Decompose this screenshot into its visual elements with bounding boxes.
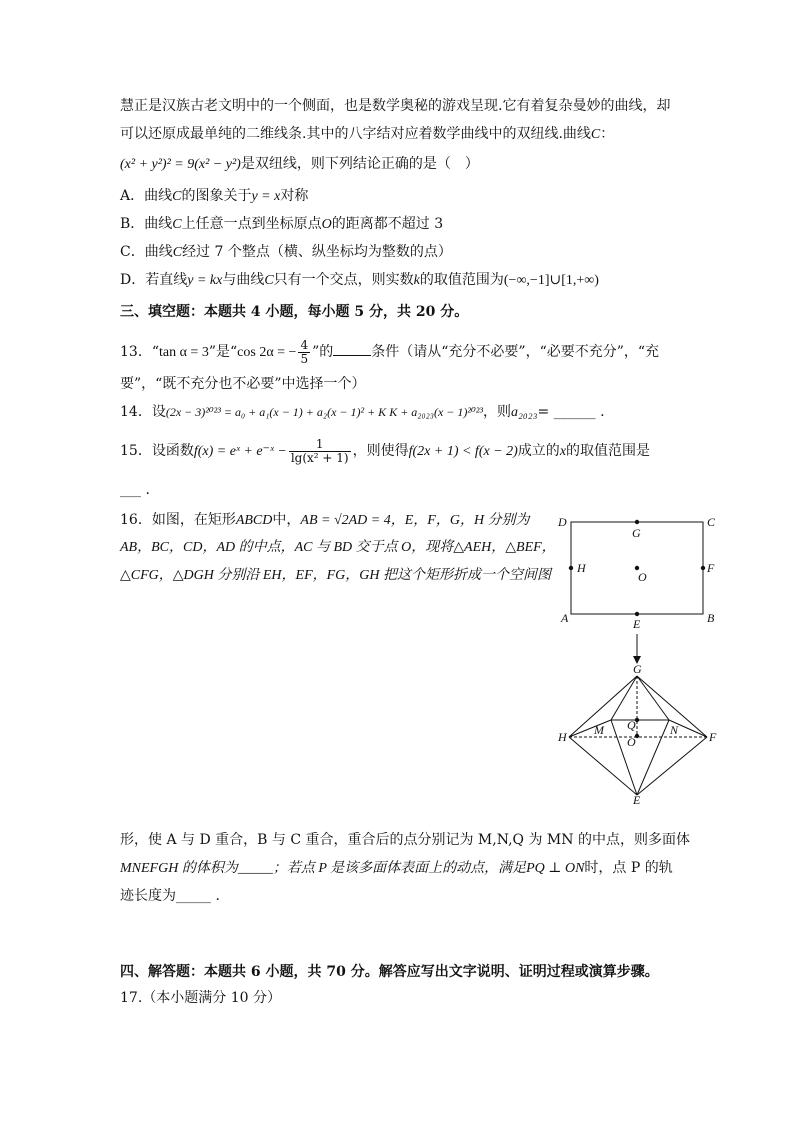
q16-line4: 形，使 A 与 D 重合，B 与 C 重合，重合后的点分别记为 M,N,Q 为 MN 的中点，则多面体 xyxy=(120,832,690,848)
q16-line2: AB，BC，CD，AD 的中点，AC 与 BD 交于点 O，现将△AEH，△BEF， xyxy=(120,540,556,555)
q12-line3: (x² + y²)² = 9(x² − y²)是双纽线，则下列结论正确的是（ ） xyxy=(120,156,479,172)
label-e: E xyxy=(633,617,641,631)
section3-heading: 三、填空题：本题共 4 小题，每小题 5 分，共 20 分。 xyxy=(120,304,469,320)
point-e xyxy=(635,612,639,616)
q13-line2: 要”，“既不充分也不必要”中选择一个） xyxy=(120,376,366,392)
q12-line2: 可以还原成最单纯的二维线条.其中的八字结对应着数学曲线中的双纽线.曲线C： xyxy=(120,126,615,142)
label-c: C xyxy=(707,515,716,529)
solid-label-h: H xyxy=(558,730,567,744)
q12-option-a: A．曲线C的图象关于y = x对称 xyxy=(120,188,309,204)
q13-blank xyxy=(333,341,371,356)
q16-line6: 迹长度为_____ . xyxy=(120,888,220,904)
q13-line1: 13．“tan α = 3”是“cos 2α = − $\frac{4}{5}$ ”的 条件（请从“充分不必要”，“必要不充分”，“充 xyxy=(120,337,660,366)
label-o: O xyxy=(638,570,647,584)
point-g xyxy=(635,520,639,524)
q12-option-c: C．曲线C经过 7 个整点（横、纵坐标均为整数的点） xyxy=(120,244,452,260)
point-f xyxy=(701,566,705,570)
solid-label-e: E xyxy=(633,793,641,805)
label-a: A xyxy=(561,611,569,625)
q15-fraction: $\frac{1}{\text{lg(x² + 1)}}$ xyxy=(290,436,349,465)
q16-line5: MNEFGH 的体积为_____；若点 P 是该多面体表面上的动点，满足PQ ⊥ ON时，点 P 的轨 xyxy=(120,860,673,876)
q17-heading: 17.（本小题满分 10 分） xyxy=(120,990,281,1006)
q12-line1: 慧正是汉族古老文明中的一个侧面，也是数学奥秘的游戏呈现.它有着复杂曼妙的曲线，却 xyxy=(120,98,671,114)
solid-label-o: O xyxy=(627,735,636,749)
point-h xyxy=(569,566,573,570)
label-d: D xyxy=(558,515,567,529)
solid-label-g: G xyxy=(633,662,642,676)
q16-line3: △CFG，△DGH 分别沿 EH，EF，FG，GH 把这个矩形折成一个空间图 xyxy=(120,568,552,583)
label-g: G xyxy=(632,526,641,540)
q15-line2: ___ . xyxy=(120,482,150,498)
section4-heading: 四、解答题：本题共 6 小题，共 70 分。解答应写出文字说明、证明过程或演算步骤。 xyxy=(120,964,659,980)
geometry-figure xyxy=(555,510,735,805)
q12-option-d: D．若直线y = kx与曲线C只有一个交点，则实数k的取值范围为(−∞,−1]∪[1,+∞) xyxy=(120,272,599,288)
solid-label-m: M xyxy=(594,723,604,737)
q15-line1: 15．设函数f(x) = eˣ + e⁻ˣ − $\frac{1}{\text{lg(x² + 1)}}$ ，则使得f(2x + 1) < f(x − 2)成立的x的取值范围是 xyxy=(120,436,651,465)
solid-label-f: F xyxy=(709,730,717,744)
solid-label-q: Q xyxy=(627,718,636,732)
q12-option-b: B．曲线C上任意一点到坐标原点O的距离都不超过 3 xyxy=(120,216,444,232)
solid-label-n: N xyxy=(670,723,679,737)
q16-line1: 16．如图，在矩形ABCD中，AB = √2AD = 4，E，F，G，H 分别为 xyxy=(120,512,530,528)
q14-line: 14．设(2x − 3)²⁰²³ = a₀ + a₁(x − 1) + a₂(x − 1)² + K K + a₂₀₂₃(x − 1)²⁰²³，则a₂₀₂₃= ______ . xyxy=(120,404,605,420)
label-h: H xyxy=(577,561,586,575)
q13-fraction: $\frac{4}{5}$ xyxy=(300,337,309,366)
label-b: B xyxy=(707,611,715,625)
lemniscate-equation: (x² + y²)² = 9(x² − y²) xyxy=(120,157,241,172)
label-f: F xyxy=(707,561,715,575)
